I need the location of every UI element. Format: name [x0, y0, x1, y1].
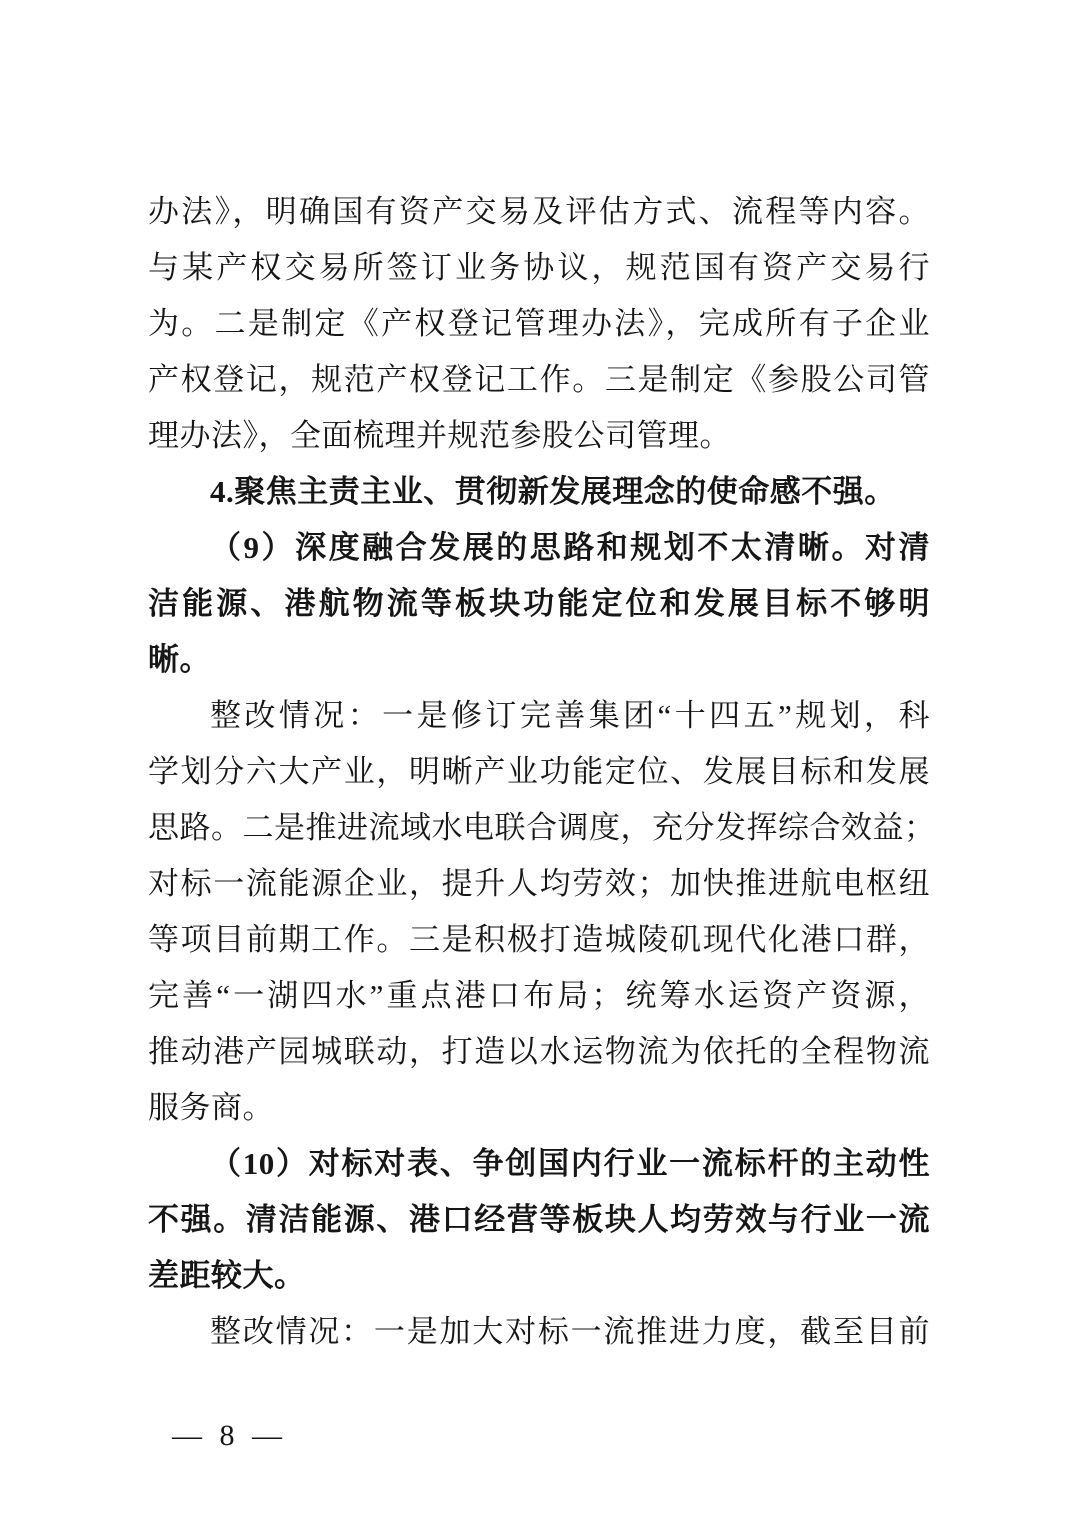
rectification-line: 整改情况：一是修订完善集团“十四五”规划，科 [210, 698, 930, 733]
text-line: 理办法》，全面梳理并规范参股公司管理。 [148, 418, 731, 453]
problem-item-10-line: 差距较大。 [148, 1258, 306, 1293]
rectification-line: 推动港产园城联动，打造以水运物流为依托的全程物流 [148, 1034, 930, 1069]
rectification-line: 服务商。 [148, 1090, 274, 1125]
rectification-line: 对标一流能源企业，提升人均劳效；加快推进航电枢纽 [148, 866, 930, 901]
text-line: 为。二是制定《产权登记管理办法》，完成所有子企业 [148, 306, 930, 341]
text-line: 产权登记，规范产权登记工作。三是制定《参股公司管 [148, 362, 930, 397]
problem-item-10-line: 不强。清洁能源、港口经营等板块人均劳效与行业一流 [148, 1202, 930, 1237]
rectification-line: 等项目前期工作。三是积极打造城陵矶现代化港口群， [148, 922, 930, 957]
problem-item-9-line: 洁能源、港航物流等板块功能定位和发展目标不够明 [148, 586, 930, 621]
document-body [148, 184, 936, 1360]
rectification-line: 思路。二是推进流域水电联合调度，充分发挥综合效益； [148, 810, 936, 845]
rectification-line: 整改情况：一是加大对标一流推进力度，截至目前 [210, 1314, 930, 1349]
text-line: 办法》，明确国有资产交易及评估方式、流程等内容。 [148, 194, 930, 229]
problem-item-9-line: （9）深度融合发展的思路和规划不太清晰。对清 [210, 530, 930, 565]
problem-item-9-line: 晰。 [148, 642, 211, 677]
page-number: — 8 — [172, 1419, 284, 1452]
text-line: 与某产权交易所签订业务协议，规范国有资产交易行 [148, 250, 930, 285]
rectification-line: 学划分六大产业，明晰产业功能定位、发展目标和发展 [148, 754, 930, 789]
rectification-line: 完善“一湖四水”重点港口布局；统筹水运资产资源， [148, 978, 930, 1013]
problem-item-10-line: （10）对标对表、争创国内行业一流标杆的主动性 [210, 1146, 930, 1181]
section-heading: 4.聚焦主责主业、贯彻新发展理念的使命感不强。 [210, 474, 896, 509]
